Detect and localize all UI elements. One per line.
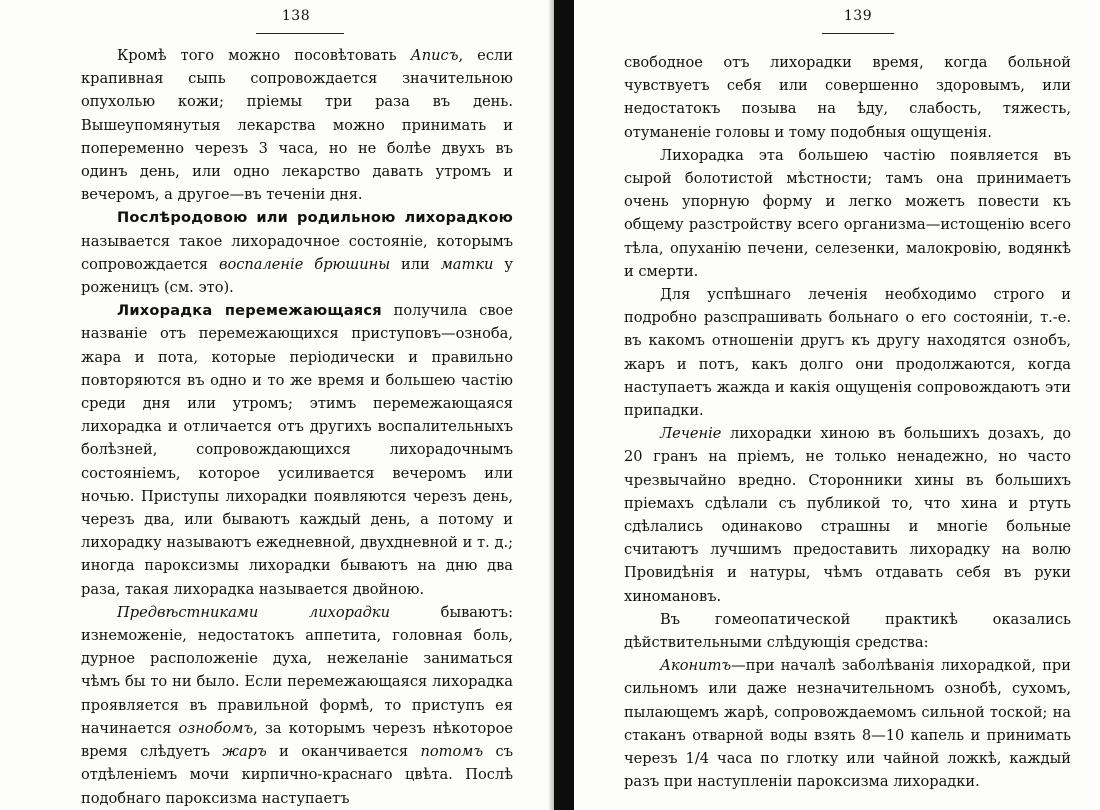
subsection-heading: Леченіе [660,425,722,443]
text-run: лихорадки хиною въ большихъ дозахъ, до 20 гранъ на пріемъ, не только ненадежно, но часто чрезвычайно вредно. Сторонники хины въ большихъ пріемахъ сдѣлали съ публикой то, что хина и ртуть сдѣлались одинаково страшны и многіе больные считаютъ лучшимъ предоставить лихорадку на волю Провидѣнія и натуры, чѣмъ отдавать себя въ руки хиномановъ. [624,425,1071,605]
paragraph [624,144,1071,283]
emphasis: воспаленіе брюшины [218,255,391,273]
text-run: Кромѣ того можно посовѣтовать [117,47,411,64]
text-run: получила свое названіе отъ перемежающихся приступовъ—озноба, жара и пота, которые періодически и правильно повторяются въ одно и то же время и большею частію среди дня или утромъ; этимъ перемежающаяся лихорадка и отличается отъ другихъ воспалительныхъ болѣзней, сопровождающихся лихорадочнымъ состояніемъ, которое усиливается вечеромъ или ночью. Приступы лихорадки появляются черезъ день, черезъ два, или бываютъ каждый день, а потому и лихорадку называютъ ежедневной, двухдневной и т. д.; иногда пароксизмы лихорадки бываютъ на дню два раза, такая лихорадка называется двойною. [81,302,513,598]
paragraph [624,422,1071,608]
page-number-right: 139 [843,8,873,24]
paragraph [81,601,513,810]
text-run: , если крапивная сыпь сопровождается значительною опухолью кожи; пріемы три раза въ день. Вышеупомянутыя лекарства можно принимать и попеременно черезъ 3 часа, но не болѣе двухъ въ одинъ день, или одно лекарство давать утромъ и вечеромъ, а другое—въ теченіи дня. [81,47,513,204]
book-gutter [554,0,576,810]
section-heading: Лихорадка перемежающаяся [117,302,382,320]
text-run: съ отдѣленіемъ мочи кирпично-краснаго цвѣта. Послѣ подобнаго пароксизма наступаетъ [81,743,513,807]
remedy-name: Аконитъ [660,657,732,675]
text-run: или [390,255,441,273]
emphasis: матки [440,255,494,273]
text-run: называется такое лихорадочное состояніе, которымъ сопровождается [81,232,513,273]
page-number-rule [822,33,894,34]
emphasis: ознобомъ [178,719,254,737]
paragraph [81,206,513,299]
text-run: Въ гомеопатической практикѣ оказались дѣйствительными слѣдующія средства: [624,610,1071,652]
fraction: 1/4 [685,750,710,768]
paragraph [81,44,513,206]
text-run: Для успѣшнаго леченія необходимо строго и подробно разспрашивать больнаго о его состояніи, т.-е. въ какомъ отношеніи другъ къ другу находятся ознобъ, жаръ и потъ, какъ долго они продолжаются, когда наступаетъ жажда и какія ощущенія сопровождаютъ эти припадки. [624,286,1071,420]
paragraph [624,51,1071,144]
right-page [574,0,1100,810]
text-run: , за которымъ черезъ нѣкоторое время слѣдуетъ [81,719,513,761]
paragraph [624,283,1071,422]
page-number-left: 138 [281,8,311,24]
paragraph [81,299,513,601]
left-page-body [81,44,513,810]
emphasis: жаръ [222,743,267,761]
remedy-name: Аписъ [410,47,459,64]
paragraph [624,608,1071,654]
text-run: бываютъ: изнеможеніе, недостатокъ аппетита, головная боль, дурное расположеніе духа, нежеланіе заниматься чѣмъ бы то ни было. Если перемежающаяся лихорадка проявляется въ правильной формѣ, то приступъ ея начинается [81,603,513,737]
section-heading: Послѣродовою или родильною лихорадкою [117,209,513,227]
text-run: часа по глотку или чайной ложкѣ, каждый разъ при наступленіи пароксизма лихорадки. [624,750,1071,791]
subsection-heading: Предвѣстниками лихорадки [117,603,391,621]
text-run: у роженицъ (см. это). [81,255,513,297]
emphasis: потомъ [420,743,484,761]
right-page-body [624,51,1071,794]
text-run: свободное отъ лихорадки время, когда больной чувствуетъ себя или совершенно здоровымъ, или недостатокъ позыва на ѣду, слабость, тяжесть, отуманеніе головы и тому подобныя ощущенія. [624,54,1071,141]
text-run: Лихорадка эта большею частію появляется въ сырой болотистой мѣстности; тамъ она принимаетъ очень упорную форму и легко можетъ повести къ общему разстройству всего организма—истощенію всего тѣла, опуханію печени, селезенки, малокровію, водянкѣ и смерти. [624,146,1071,280]
text-run: и оканчивается [266,743,421,761]
paragraph [624,654,1071,793]
text-run: —при началѣ заболѣванія лихорадкой, при сильномъ или даже незначительномъ ознобѣ, сухомъ, пылающемъ жарѣ, сопровождаемомъ сильной тоской; на стаканъ отварной воды взять 8—10 капель и принимать черезъ [624,657,1071,768]
page-number-rule [256,33,344,34]
